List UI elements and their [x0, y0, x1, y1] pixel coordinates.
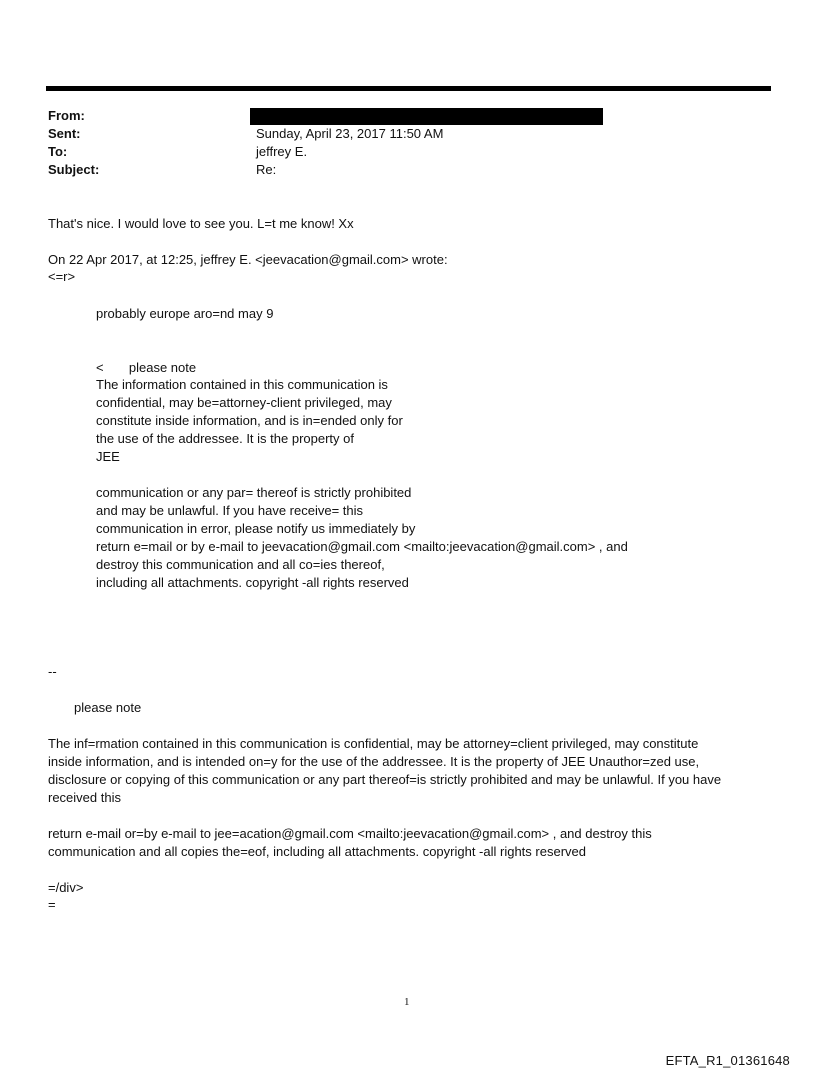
- signature-please-note: please note: [74, 700, 142, 715]
- to-label: To:: [48, 144, 68, 159]
- page-number: 1: [404, 996, 410, 1008]
- document-id: EFTA_R1_01361648: [665, 1053, 790, 1068]
- quoted-disclaimer-line: the use of the addressee. It is the property of: [96, 431, 354, 446]
- signature-disclaimer-line: communication and all copies the=eof, including all attachments. copyright -all rights reserved: [48, 844, 586, 859]
- quoted-disclaimer-line: communication or any par= thereof is strictly prohibited: [96, 485, 412, 500]
- sent-label: Sent:: [48, 126, 81, 141]
- signature-disclaimer-line: disclosure or copying of this communication or any part thereof=is strictly prohibited and may be unlawful. If you have: [48, 772, 722, 787]
- signature-disclaimer-line: inside information, and is intended on=y for the use of the addressee. It is the property of JEE Unauthor=zed use,: [48, 754, 700, 769]
- signature-separator: --: [48, 664, 57, 679]
- quoted-note-line: < please note: [96, 360, 197, 375]
- subject-value: Re:: [256, 162, 277, 177]
- quote-attribution: On 22 Apr 2017, at 12:25, jeffrey E. <jeevacation@gmail.com> wrote:: [48, 252, 448, 267]
- end-eq-artifact: =: [48, 897, 56, 912]
- from-label: From:: [48, 108, 85, 123]
- sent-value: Sunday, April 23, 2017 11:50 AM: [256, 126, 444, 141]
- quoted-disclaimer-line: including all attachments. copyright -all rights reserved: [96, 575, 409, 590]
- signature-disclaimer-line: The inf=rmation contained in this communication is confidential, may be attorney=client privileged, may constitute: [48, 736, 699, 751]
- quoted-disclaimer-line: communication in error, please notify us immediately by: [96, 521, 416, 536]
- redaction-bar: [250, 108, 603, 125]
- end-div-artifact: =/div>: [48, 880, 84, 895]
- subject-label: Subject:: [48, 162, 100, 177]
- quoted-disclaimer-line: The information contained in this communication is: [96, 377, 388, 392]
- signature-disclaimer-line: return e-mail or=by e-mail to jee=acation@gmail.com <mailto:jeevacation@gmail.com> , and destroy this: [48, 826, 652, 841]
- quoted-disclaimer-line: confidential, may be=attorney-client privileged, may: [96, 395, 392, 410]
- quoted-disclaimer-line: destroy this communication and all co=ies thereof,: [96, 557, 385, 572]
- reply-text: That's nice. I would love to see you. L=t me know! Xx: [48, 216, 354, 231]
- quoted-disclaimer-line: constitute inside information, and is in=ended only for: [96, 413, 403, 428]
- quote-artifact: <=r>: [48, 269, 76, 284]
- quoted-disclaimer-line: return e=mail or by e-mail to jeevacation@gmail.com <mailto:jeevacation@gmail.com> , and: [96, 539, 628, 554]
- to-value: jeffrey E.: [256, 144, 308, 159]
- quoted-disclaimer-line: and may be unlawful. If you have receive= this: [96, 503, 364, 518]
- signature-disclaimer-line: received this: [48, 790, 121, 805]
- header-rule: [46, 86, 771, 91]
- quoted-message: probably europe aro=nd may 9: [96, 306, 274, 321]
- quoted-disclaimer-line: JEE: [96, 449, 120, 464]
